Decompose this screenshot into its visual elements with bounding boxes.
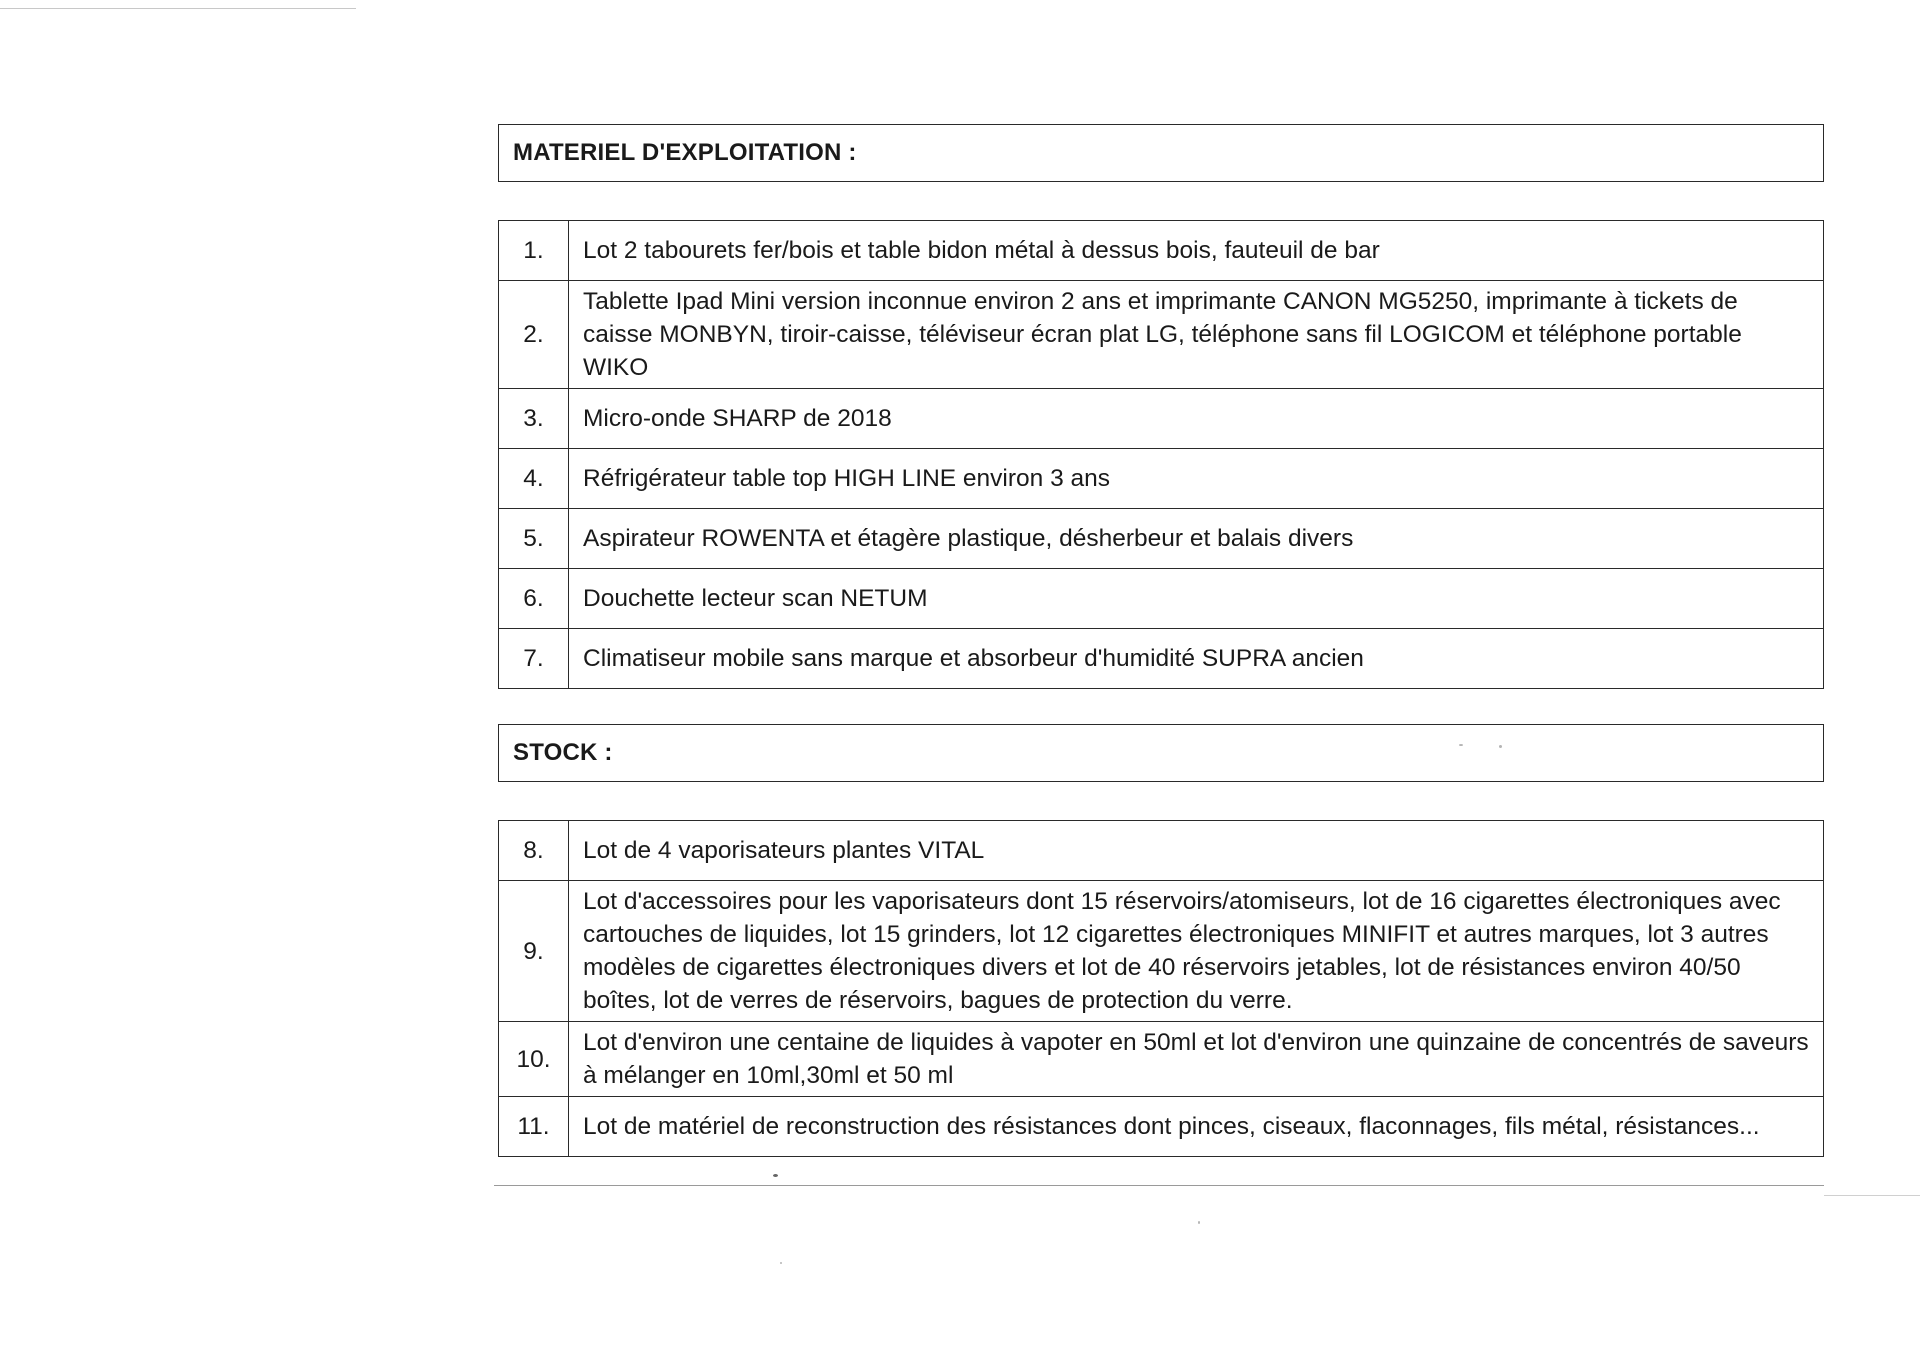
scan-speck [773, 1174, 778, 1177]
table-row [499, 629, 1824, 689]
section-title: STOCK : [513, 739, 613, 766]
item-number: 8. [499, 821, 569, 881]
scan-speck [780, 1262, 782, 1264]
table-row [499, 1097, 1824, 1157]
table-row [499, 1022, 1824, 1097]
section-header-materiel [498, 124, 1824, 182]
table-row [499, 881, 1824, 1022]
table-row [499, 509, 1824, 569]
table-row [499, 281, 1824, 389]
scan-speck [1198, 1221, 1200, 1224]
item-number: 5. [499, 509, 569, 569]
item-number: 9. [499, 881, 569, 1022]
item-number: 6. [499, 569, 569, 629]
table-row [499, 221, 1824, 281]
section-header-stock [498, 724, 1824, 782]
item-description: Lot de 4 vaporisateurs plantes VITAL [569, 821, 1824, 881]
item-number: 1. [499, 221, 569, 281]
item-description: Lot d'accessoires pour les vaporisateurs dont 15 réservoirs/atomiseurs, lot de 16 cigarettes électroniques avec cartouches de liquides, lot 15 grinders, lot 12 cigarettes électroniques MINIFIT et autres marques, lot 3 autres modèles de cigarettes électroniques divers et lot de 40 réservoirs jetables, lot de résistances environ 40/50 boîtes, lot de verres de réservoirs, bagues de protection du verre. [569, 881, 1824, 1022]
item-description: Lot de matériel de reconstruction des résistances dont pinces, ciseaux, flaconnages, fils métal, résistances... [569, 1097, 1824, 1157]
item-number: 7. [499, 629, 569, 689]
item-number: 4. [499, 449, 569, 509]
items-table-materiel [498, 220, 1824, 689]
item-number: 10. [499, 1022, 569, 1097]
items-table-stock [498, 820, 1824, 1157]
item-number: 11. [499, 1097, 569, 1157]
item-number: 3. [499, 389, 569, 449]
scan-edge-bottom [494, 1185, 1824, 1186]
table-row [499, 449, 1824, 509]
item-description: Climatiseur mobile sans marque et absorbeur d'humidité SUPRA ancien [569, 629, 1824, 689]
item-description: Lot d'environ une centaine de liquides à vapoter en 50ml et lot d'environ une quinzaine de concentrés de saveurs à mélanger en 10ml,30ml et 50 ml [569, 1022, 1824, 1097]
scan-edge-bottom-right [1824, 1195, 1920, 1196]
table-row [499, 389, 1824, 449]
item-description: Tablette Ipad Mini version inconnue environ 2 ans et imprimante CANON MG5250, imprimante à tickets de caisse MONBYN, tiroir-caisse, téléviseur écran plat LG, téléphone sans fil LOGICOM et téléphone portable WIKO [569, 281, 1824, 389]
table-row [499, 569, 1824, 629]
item-description: Micro-onde SHARP de 2018 [569, 389, 1824, 449]
section-title: MATERIEL D'EXPLOITATION : [513, 139, 857, 166]
item-description: Douchette lecteur scan NETUM [569, 569, 1824, 629]
item-description: Lot 2 tabourets fer/bois et table bidon métal à dessus bois, fauteuil de bar [569, 221, 1824, 281]
table-row [499, 821, 1824, 881]
item-description: Réfrigérateur table top HIGH LINE environ 3 ans [569, 449, 1824, 509]
item-description: Aspirateur ROWENTA et étagère plastique, désherbeur et balais divers [569, 509, 1824, 569]
scan-edge-top-left [0, 8, 356, 9]
item-number: 2. [499, 281, 569, 389]
